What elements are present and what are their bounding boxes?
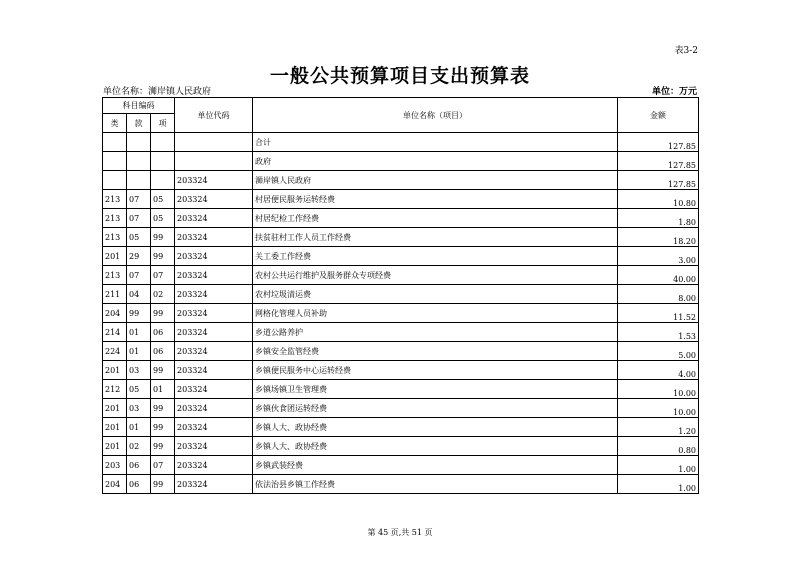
xiang-cell: 99: [151, 475, 175, 494]
table-row: [103, 285, 699, 304]
unit-amount-cell: 127.85: [618, 171, 699, 190]
kuan-cell: 06: [127, 456, 151, 475]
item-name-cell: 农村垃圾清运费: [253, 285, 618, 304]
xiang-cell: 99: [151, 399, 175, 418]
lei-cell: 201: [103, 418, 127, 437]
unit-code-cell: 203324: [175, 171, 253, 190]
amount-cell: 0.80: [618, 437, 699, 456]
unit-code-cell: 203324: [175, 323, 253, 342]
unit-code-cell: 203324: [175, 228, 253, 247]
table-row: [103, 247, 699, 266]
unit-code-cell: 203324: [175, 456, 253, 475]
page-title: 一般公共预算项目支出预算表: [269, 65, 530, 87]
xiang-cell: 07: [151, 266, 175, 285]
kuan-cell: 03: [127, 399, 151, 418]
header-xiang: 项: [151, 114, 175, 133]
amount-cell: 1.53: [618, 323, 699, 342]
summary-amount: 127.85: [618, 152, 699, 171]
amount-cell: 8.00: [618, 285, 699, 304]
item-name-cell: 乡镇安全监管经费: [253, 342, 618, 361]
lei-cell: 212: [103, 380, 127, 399]
xiang-cell: 07: [151, 456, 175, 475]
unit-code-cell: 203324: [175, 190, 253, 209]
unit-code-cell: 203324: [175, 266, 253, 285]
xiang-cell: 02: [151, 285, 175, 304]
table-row: [103, 209, 699, 228]
kuan-cell: 07: [127, 190, 151, 209]
xiang-cell: 05: [151, 190, 175, 209]
lei-cell: 224: [103, 342, 127, 361]
xiang-cell: 99: [151, 437, 175, 456]
lei-cell: 213: [103, 190, 127, 209]
amount-cell: 4.00: [618, 361, 699, 380]
xiang-cell: 01: [151, 380, 175, 399]
kuan-cell: 07: [127, 209, 151, 228]
lei-cell: 201: [103, 247, 127, 266]
item-name-cell: 乡镇人大、政协经费: [253, 418, 618, 437]
unit-code-cell: 203324: [175, 361, 253, 380]
xiang-cell: 06: [151, 323, 175, 342]
item-name-cell: 乡镇便民服务中心运转经费: [253, 361, 618, 380]
unit-code-cell: 203324: [175, 380, 253, 399]
header-unit-code: 单位代码: [175, 98, 253, 133]
unit-code-cell: 203324: [175, 342, 253, 361]
amount-cell: 1.00: [618, 475, 699, 494]
xiang-cell: 99: [151, 418, 175, 437]
unit-row: [103, 171, 699, 190]
table-row: [103, 380, 699, 399]
table-row: [103, 361, 699, 380]
table-row: [103, 304, 699, 323]
amount-cell: 40.00: [618, 266, 699, 285]
item-name-cell: 乡镇场镇卫生管理费: [253, 380, 618, 399]
page-footer: 第 45 页,共 51 页: [367, 528, 433, 537]
kuan-cell: 29: [127, 247, 151, 266]
summary-name: 合计: [253, 133, 618, 152]
amount-cell: 10.80: [618, 190, 699, 209]
amount-cell: 1.20: [618, 418, 699, 437]
table-row: [103, 342, 699, 361]
kuan-cell: 07: [127, 266, 151, 285]
item-name-cell: 关工委工作经费: [253, 247, 618, 266]
kuan-cell: 05: [127, 228, 151, 247]
table-row: [103, 323, 699, 342]
table-row: [103, 228, 699, 247]
table-row: [103, 418, 699, 437]
kuan-cell: 01: [127, 342, 151, 361]
kuan-cell: 01: [127, 323, 151, 342]
unit-code-cell: 203324: [175, 437, 253, 456]
item-name-cell: 乡镇人大、政协经费: [253, 437, 618, 456]
amount-cell: 10.00: [618, 380, 699, 399]
item-name-cell: 乡镇伙食团运转经费: [253, 399, 618, 418]
xiang-cell: 06: [151, 342, 175, 361]
lei-cell: 204: [103, 304, 127, 323]
xiang-cell: 99: [151, 247, 175, 266]
xiang-cell: 99: [151, 228, 175, 247]
item-name-cell: 网格化管理人员补助: [253, 304, 618, 323]
kuan-cell: 01: [127, 418, 151, 437]
amount-cell: 10.00: [618, 399, 699, 418]
header-subject-code: 科目编码: [103, 98, 175, 114]
header-lei: 类: [103, 114, 127, 133]
table-row: [103, 437, 699, 456]
item-name-cell: 依法治县乡镇工作经费: [253, 475, 618, 494]
table-number: 表3-2: [674, 46, 698, 56]
header-kuan: 款: [127, 114, 151, 133]
lei-cell: 213: [103, 209, 127, 228]
budget-table-body: [103, 133, 699, 494]
unit-code-cell: 203324: [175, 209, 253, 228]
lei-cell: 201: [103, 437, 127, 456]
table-row: [103, 456, 699, 475]
item-name-cell: 村居便民服务运转经费: [253, 190, 618, 209]
unit-code-cell: 203324: [175, 418, 253, 437]
item-name-cell: 村居纪检工作经费: [253, 209, 618, 228]
lei-cell: 211: [103, 285, 127, 304]
header-unit-item-name: 单位名称（项目）: [253, 98, 618, 133]
amount-cell: 3.00: [618, 247, 699, 266]
summary-amount: 127.85: [618, 133, 699, 152]
lei-cell: 213: [103, 266, 127, 285]
item-name-cell: 乡道公路养护: [253, 323, 618, 342]
table-row: [103, 399, 699, 418]
unit-code-cell: 203324: [175, 285, 253, 304]
lei-cell: 201: [103, 361, 127, 380]
table-row: [103, 475, 699, 494]
summary-name: 政府: [253, 152, 618, 171]
kuan-cell: 03: [127, 361, 151, 380]
xiang-cell: 99: [151, 304, 175, 323]
unit-code-cell: 203324: [175, 304, 253, 323]
xiang-cell: 99: [151, 361, 175, 380]
unit-code-cell: 203324: [175, 475, 253, 494]
table-row: [103, 266, 699, 285]
budget-table: [102, 97, 699, 494]
kuan-cell: 05: [127, 380, 151, 399]
lei-cell: 204: [103, 475, 127, 494]
kuan-cell: 06: [127, 475, 151, 494]
kuan-cell: 02: [127, 437, 151, 456]
unit-name-cell: 浉岸镇人民政府: [253, 171, 618, 190]
xiang-cell: 05: [151, 209, 175, 228]
item-name-cell: 扶贫驻村工作人员工作经费: [253, 228, 618, 247]
amount-cell: 1.00: [618, 456, 699, 475]
summary-row-total: [103, 133, 699, 152]
item-name-cell: 农村公共运行维护及服务群众专项经费: [253, 266, 618, 285]
amount-cell: 11.52: [618, 304, 699, 323]
unit-name-label: 单位名称：浉岸镇人民政府: [103, 87, 212, 97]
lei-cell: 214: [103, 323, 127, 342]
lei-cell: 213: [103, 228, 127, 247]
item-name-cell: 乡镇武装经费: [253, 456, 618, 475]
lei-cell: 201: [103, 399, 127, 418]
amount-cell: 5.00: [618, 342, 699, 361]
unit-code-cell: 203324: [175, 399, 253, 418]
header-amount: 金额: [618, 98, 699, 133]
table-row: [103, 190, 699, 209]
kuan-cell: 99: [127, 304, 151, 323]
unit-code-cell: 203324: [175, 247, 253, 266]
summary-row-government: [103, 152, 699, 171]
amount-cell: 1.80: [618, 209, 699, 228]
currency-unit-label: 单位：万元: [651, 87, 697, 97]
amount-cell: 18.20: [618, 228, 699, 247]
kuan-cell: 04: [127, 285, 151, 304]
lei-cell: 203: [103, 456, 127, 475]
